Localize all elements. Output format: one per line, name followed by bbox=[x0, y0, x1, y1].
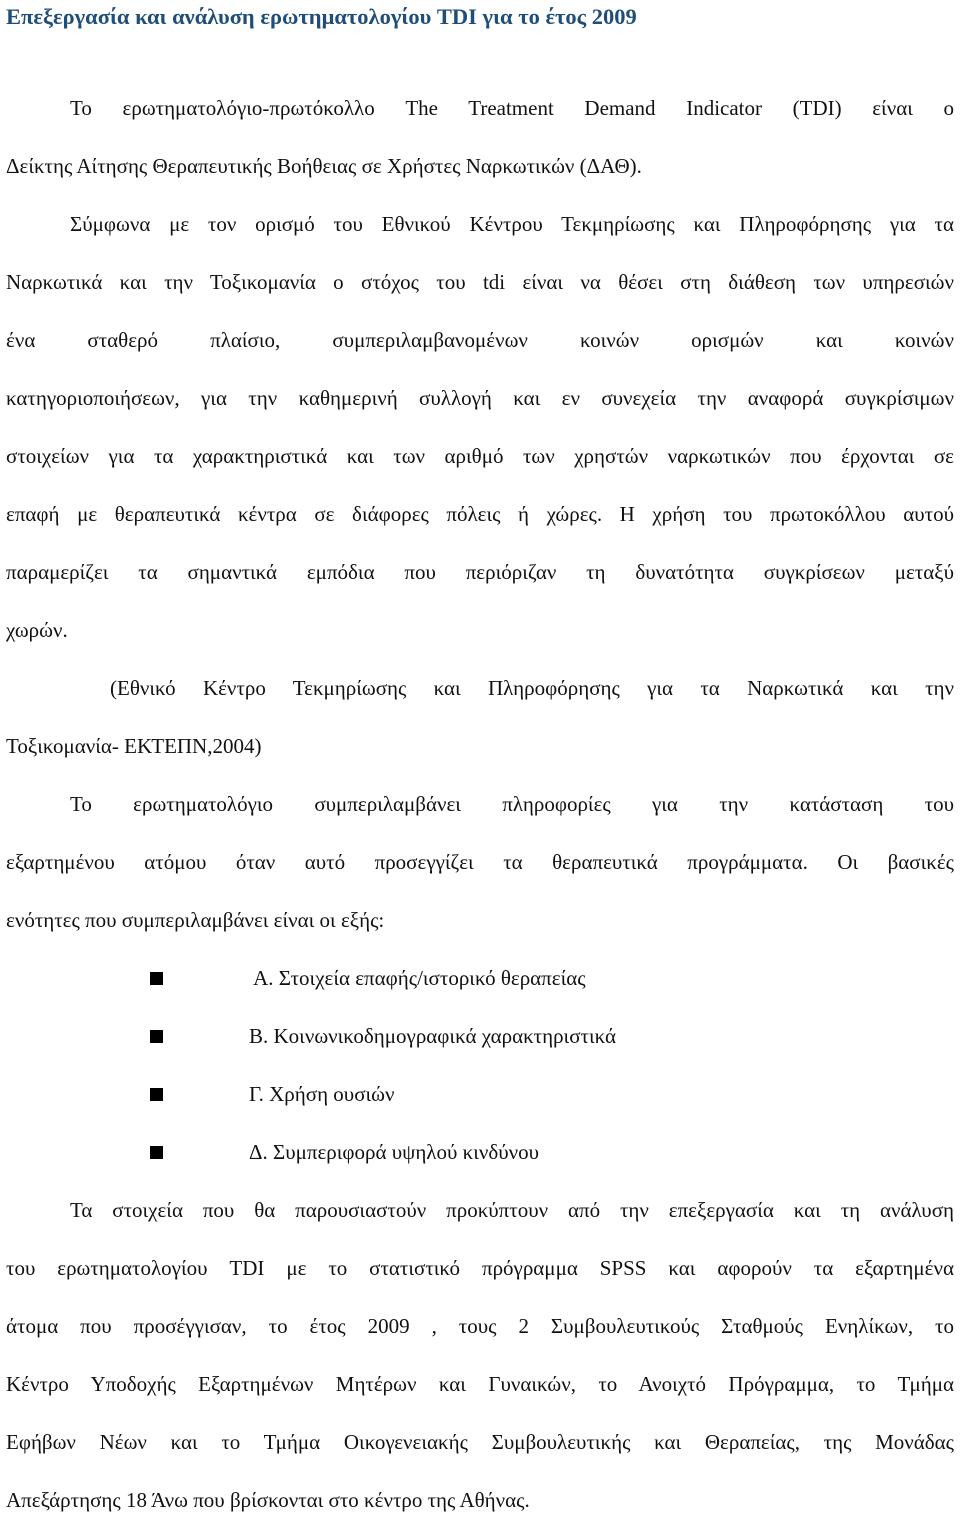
paragraph-2-line: Ναρκωτικά και την Τοξικομανία ο στόχος του tdi είναι να θέσει στη διάθεση των υπηρεσιών bbox=[6, 270, 954, 294]
paragraph-3-line: ενότητες που συμπεριλαμβάνει είναι οι εξής: bbox=[6, 908, 385, 932]
paragraph-4-line: Κέντρο Υποδοχής Εξαρτημένων Μητέρων και Γυναικών, το Ανοιχτό Πρόγραμμα, το Τμήμα bbox=[6, 1372, 954, 1396]
section-label: Β. Κοινωνικοδημογραφικά χαρακτηριστικά bbox=[249, 1024, 617, 1048]
square-bullet-icon bbox=[150, 1146, 163, 1159]
square-bullet-icon bbox=[150, 1088, 163, 1101]
paragraph-4-line: Τα στοιχεία που θα παρουσιαστούν προκύπτουν από την επεξεργασία και τη ανάλυση bbox=[70, 1198, 954, 1222]
paragraph-2-line: Σύμφωνα με τον ορισμό του Εθνικού Κέντρου Τεκμηρίωσης και Πληροφόρησης για τα bbox=[70, 212, 954, 236]
paragraph-2-line: στοιχείων για τα χαρακτηριστικά και των αριθμό των χρηστών ναρκωτικών που έρχονται σε bbox=[6, 444, 954, 468]
citation-line: Τοξικομανία- ΕΚΤΕΠΝ,2004) bbox=[6, 734, 262, 758]
document-title: Επεξεργασία και ανάλυση ερωτηματολογίου TDI για το έτος 2009 bbox=[6, 4, 637, 29]
square-bullet-icon bbox=[150, 972, 163, 985]
section-label: Δ. Συμπεριφορά υψηλού κινδύνου bbox=[249, 1140, 540, 1164]
paragraph-4-line: του ερωτηματολογίου TDI με το στατιστικό πρόγραμμα SPSS και αφορούν τα εξαρτημένα bbox=[6, 1256, 954, 1280]
section-list-item bbox=[150, 1137, 539, 1167]
paragraph-4-line: άτομα που προσέγγισαν, το έτος 2009 , τους 2 Συμβουλευτικούς Σταθμούς Ενηλίκων, το bbox=[6, 1314, 954, 1338]
paragraph-2-line: χωρών. bbox=[6, 618, 68, 642]
section-label: Γ. Χρήση ουσιών bbox=[249, 1082, 395, 1106]
paragraph-3-line: εξαρτημένου ατόμου όταν αυτό προσεγγίζει τα θεραπευτικά προγράμματα. Οι βασικές bbox=[6, 850, 954, 874]
section-label: Α. Στοιχεία επαφής/ιστορικό θεραπείας bbox=[249, 966, 586, 990]
section-list-item bbox=[150, 1021, 616, 1051]
paragraph-1-line: Δείκτης Αίτησης Θεραπευτικής Βοήθειας σε Χρήστες Ναρκωτικών (ΔΑΘ). bbox=[6, 154, 642, 178]
section-list-item bbox=[150, 1079, 394, 1109]
square-bullet-icon bbox=[150, 1030, 163, 1043]
paragraph-4-line: Απεξάρτησης 18 Άνω που βρίσκονται στο κέντρο της Αθήνας. bbox=[6, 1488, 530, 1512]
paragraph-3-line: Το ερωτηματολόγιο συμπεριλαμβάνει πληροφορίες για την κατάσταση του bbox=[70, 792, 954, 816]
citation-line: (Εθνικό Κέντρο Τεκμηρίωσης και Πληροφόρησης για τα Ναρκωτικά και την bbox=[110, 676, 954, 700]
paragraph-1-line: Το ερωτηματολόγιο-πρωτόκολλο The Treatment Demand Indicator (TDI) είναι ο bbox=[70, 96, 954, 120]
paragraph-2-line: παραμερίζει τα σημαντικά εμπόδια που περιόριζαν τη δυνατότητα συγκρίσεων μεταξύ bbox=[6, 560, 954, 584]
paragraph-2-line: ένα σταθερό πλαίσιο, συμπεριλαμβανομένων κοινών ορισμών και κοινών bbox=[6, 328, 954, 352]
paragraph-2-line: κατηγοριοποιήσεων, για την καθημερινή συλλογή και εν συνεχεία την αναφορά συγκρίσιμων bbox=[6, 386, 954, 410]
section-list-item bbox=[150, 963, 586, 993]
paragraph-2-line: επαφή με θεραπευτικά κέντρα σε διάφορες πόλεις ή χώρες. Η χρήση του πρωτοκόλλου αυτού bbox=[6, 502, 954, 526]
paragraph-4-line: Εφήβων Νέων και το Τμήμα Οικογενειακής Συμβουλευτικής και Θεραπείας, της Μονάδας bbox=[6, 1430, 954, 1454]
